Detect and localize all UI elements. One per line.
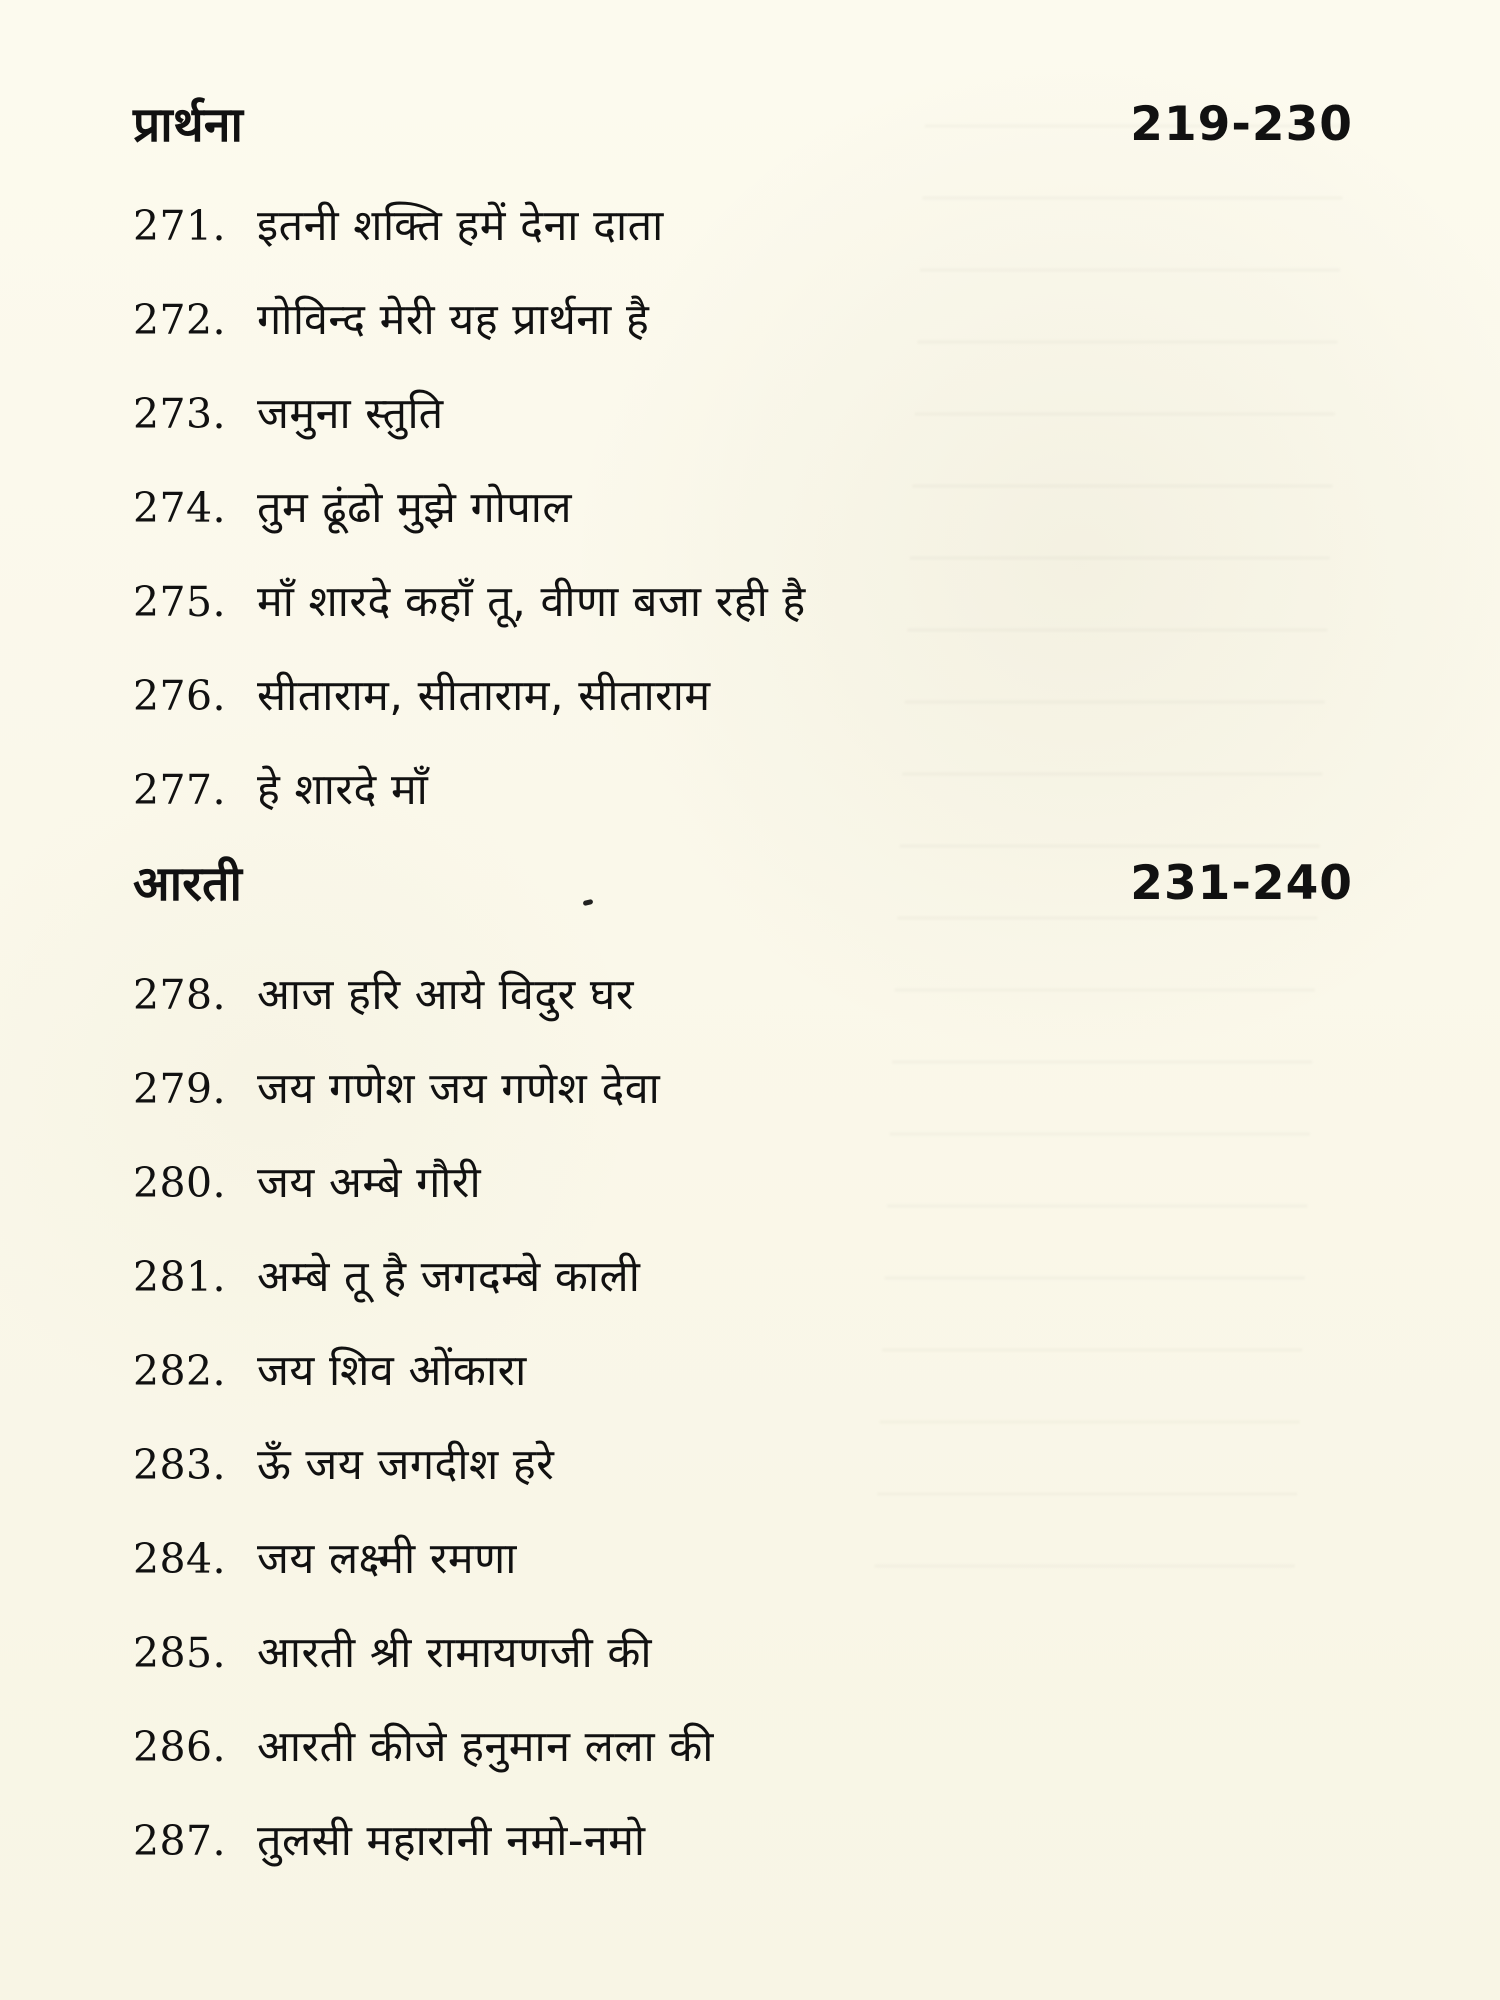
entry-number: 286.: [133, 1723, 226, 1771]
table-row: [133, 1153, 481, 1213]
entry-number: 272.: [133, 296, 226, 344]
table-row: [133, 1247, 640, 1307]
table-row: [133, 1435, 554, 1495]
entry-title: सीताराम, सीताराम, सीताराम: [257, 671, 711, 721]
table-row: [133, 572, 806, 632]
entry-title: माँ शारदे कहाँ तू, वीणा बजा रही है: [257, 577, 806, 627]
entry-number: 271.: [133, 202, 226, 250]
entry-title: आरती कीजे हनुमान लला की: [257, 1722, 714, 1772]
entry-number: 274.: [133, 484, 226, 532]
table-row: [133, 1811, 646, 1871]
entry-number: 281.: [133, 1253, 226, 1301]
table-row: [133, 290, 649, 350]
entry-title: आरती श्री रामायणजी की: [257, 1628, 653, 1678]
prayer-section-page-range: 219-230: [1130, 97, 1353, 152]
entry-title: गोविन्द मेरी यह प्रार्थना है: [257, 295, 650, 345]
show-through-text: [874, 90, 1346, 1590]
aarti-section-page-range: 231-240: [1130, 856, 1353, 911]
table-row: [133, 1341, 527, 1401]
aarti-section-title: आरती: [133, 856, 243, 912]
entry-number: 283.: [133, 1441, 226, 1489]
entry-title: जय शिव ओंकारा: [257, 1346, 527, 1396]
entry-title: जमुना स्तुति: [257, 389, 444, 439]
table-row: [133, 965, 634, 1025]
entry-number: 280.: [133, 1159, 226, 1207]
entry-title: जय गणेश जय गणेश देवा: [257, 1064, 661, 1114]
entry-title: हे शारदे माँ: [257, 765, 429, 815]
entry-title: आज हरि आये विदुर घर: [257, 970, 634, 1020]
prayer-section-title: प्रार्थना: [133, 97, 244, 153]
entry-title: अम्बे तू है जगदम्बे काली: [257, 1252, 641, 1302]
entry-number: 279.: [133, 1065, 226, 1113]
entry-title: तुम ढूंढो मुझे गोपाल: [257, 483, 573, 533]
entry-number: 284.: [133, 1535, 226, 1583]
table-row: [133, 1717, 714, 1777]
entry-number: 285.: [133, 1629, 226, 1677]
entry-title: जय लक्ष्मी रमणा: [257, 1534, 517, 1584]
entry-title: इतनी शक्ति हमें देना दाता: [257, 201, 664, 251]
table-row: [133, 1529, 517, 1589]
entry-number: 287.: [133, 1817, 226, 1865]
table-row: [133, 1623, 652, 1683]
entry-number: 275.: [133, 578, 226, 626]
entry-number: 273.: [133, 390, 226, 438]
entry-number: 278.: [133, 971, 226, 1019]
entry-number: 277.: [133, 766, 226, 814]
table-row: [133, 1059, 660, 1119]
table-row: [133, 384, 444, 444]
table-row: [133, 760, 428, 820]
entry-number: 276.: [133, 672, 226, 720]
aarti-section-header: [133, 855, 1353, 913]
prayer-section-header: [133, 96, 1353, 154]
entry-title: ऊँ जय जगदीश हरे: [257, 1440, 555, 1490]
entry-title: तुलसी महारानी नमो-नमो: [257, 1816, 646, 1866]
table-row: [133, 478, 572, 538]
table-row: [133, 196, 664, 256]
table-row: [133, 666, 711, 726]
entry-number: 282.: [133, 1347, 226, 1395]
entry-title: जय अम्बे गौरी: [257, 1158, 482, 1208]
